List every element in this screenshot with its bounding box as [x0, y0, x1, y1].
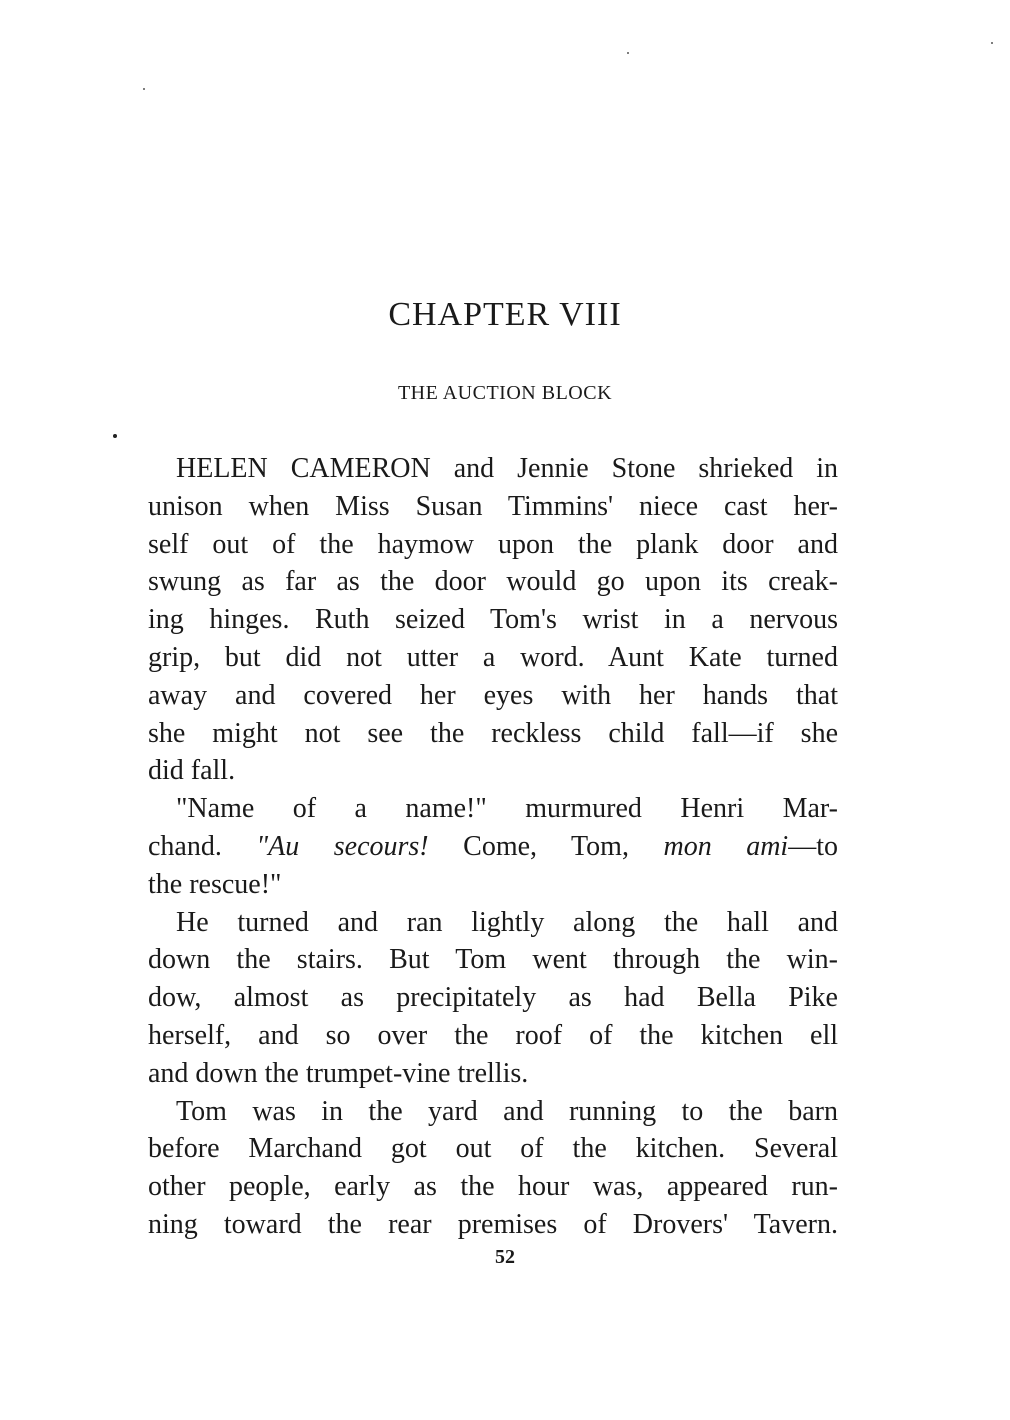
- text-line: the rescue!": [148, 868, 282, 900]
- line-text: chand.: [148, 830, 257, 862]
- body-text: [148, 450, 838, 1244]
- line-text: Come, Tom,: [428, 830, 664, 862]
- text-line: "Name of a name!" murmured Henri Mar-: [176, 793, 838, 825]
- text-line: grip, but did not utter a word. Aunt Kate turned: [148, 641, 838, 673]
- text-line: down the stairs. But Tom went through the win-: [148, 944, 838, 976]
- text-line: she might not see the reckless child fall—if she: [148, 717, 838, 749]
- line-text: and Jennie Stone shrieked in: [430, 453, 839, 484]
- chapter-title: CHAPTER VIII: [388, 296, 622, 333]
- page-number: 52: [495, 1246, 515, 1268]
- text-line: ning toward the rear premises of Drovers' Tavern.: [148, 1208, 838, 1240]
- paragraph: [148, 904, 838, 1093]
- paragraph: [148, 1093, 838, 1244]
- text-line: ing hinges. Ruth seized Tom's wrist in a nervous: [148, 604, 838, 636]
- italic-phrase: mon ami: [663, 830, 789, 862]
- paragraph: [148, 790, 838, 903]
- scan-speck: [627, 52, 629, 54]
- text-line: away and covered her eyes with her hands that: [148, 679, 838, 711]
- italic-phrase: "Au secours!: [256, 830, 429, 862]
- text-line: other people, early as the hour was, appeared run-: [148, 1171, 838, 1203]
- text-line: dow, almost as precipitately as had Bella Pike: [148, 982, 838, 1014]
- text-line: before Marchand got out of the kitchen. Several: [148, 1133, 838, 1165]
- text-line: Tom was in the yard and running to the barn: [176, 1095, 838, 1127]
- text-line: self out of the haymow upon the plank door and: [148, 528, 838, 560]
- text-line: did fall.: [148, 755, 236, 787]
- text-line: herself, and so over the roof of the kitchen ell: [148, 1019, 838, 1051]
- text-line: [148, 828, 838, 866]
- scan-speck: [991, 42, 993, 44]
- scan-speck: [113, 434, 117, 438]
- paragraph: [148, 450, 838, 790]
- opening-name: HELEN CAMERON: [176, 453, 431, 484]
- scan-speck: [143, 88, 145, 90]
- text-line: [148, 450, 838, 488]
- text-line: swung as far as the door would go upon its creak-: [148, 566, 838, 598]
- line-text: —to: [788, 830, 838, 862]
- chapter-subtitle: THE AUCTION BLOCK: [397, 382, 613, 404]
- text-line: and down the trumpet-vine trellis.: [148, 1057, 529, 1089]
- text-line: unison when Miss Susan Timmins' niece cast her-: [148, 490, 838, 522]
- text-line: He turned and ran lightly along the hall and: [176, 906, 838, 938]
